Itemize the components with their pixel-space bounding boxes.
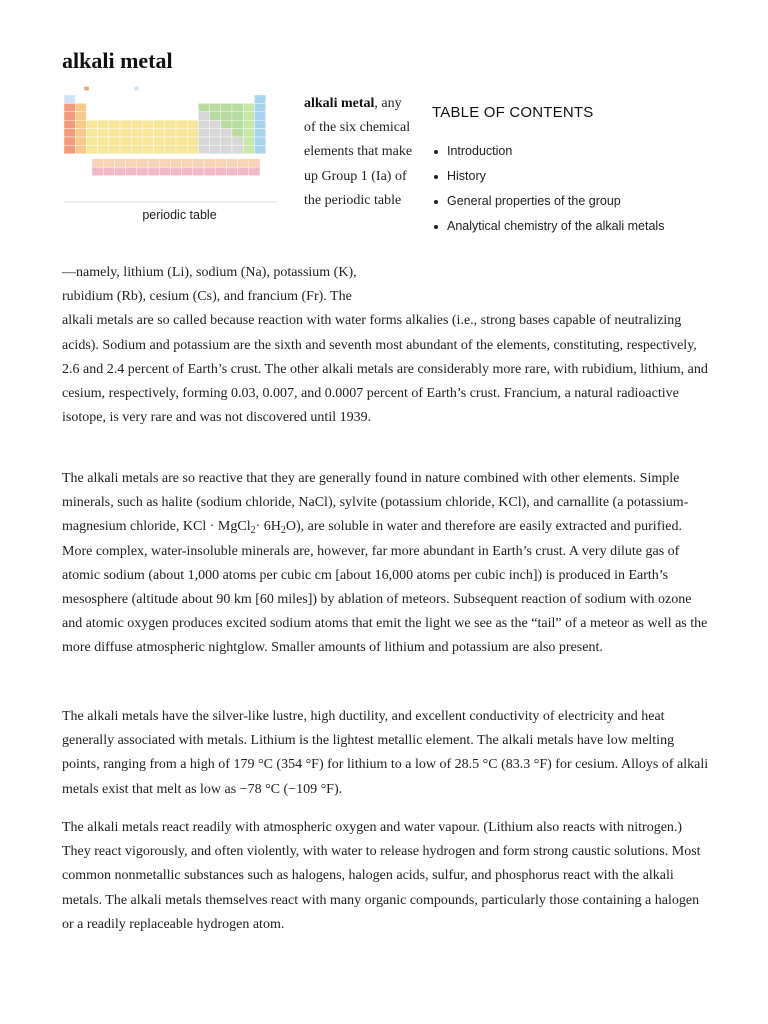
pt-cell: [198, 145, 209, 153]
pt-cell: [187, 137, 198, 145]
pt-fblock-cell: [159, 167, 170, 175]
pt-fblock-cell: [204, 167, 215, 175]
pt-cell: [75, 112, 86, 120]
pt-cell: [221, 137, 232, 145]
toc-item-history[interactable]: History: [432, 168, 712, 185]
pt-fblock-cell: [238, 167, 249, 175]
pt-cell: [232, 103, 243, 111]
pt-cell: [165, 120, 176, 128]
pt-cell: [142, 145, 153, 153]
pt-cell: [120, 129, 131, 137]
pt-cell: [210, 120, 221, 128]
pt-cell: [131, 120, 142, 128]
pt-cell: [98, 137, 109, 145]
pt-fblock-cell: [215, 167, 226, 175]
pt-cell: [98, 145, 109, 153]
pt-cell: [210, 137, 221, 145]
pt-cell: [75, 103, 86, 111]
periodic-table-image: [62, 85, 279, 205]
pt-fblock-cell: [114, 159, 125, 167]
p2-text-a: The alkali metals are so reactive that they are generally found in nature combined with other elements. Simple minerals, such as halite (sodium chloride, NaCl), sylvite (potassium chloride, KCl), and carnallite (a potassium-magnesium chloride, KCl · MgCl: [62, 471, 689, 535]
pt-cell: [232, 112, 243, 120]
pt-cell: [198, 112, 209, 120]
pt-cell: [75, 137, 86, 145]
pt-cell: [64, 112, 75, 120]
pt-cell: [232, 137, 243, 145]
intro-line-1: —namely, lithium (Li), sodium (Na), potassium (K),: [62, 265, 357, 280]
pt-cell: [86, 120, 97, 128]
pt-cell: [210, 129, 221, 137]
pt-cell: [64, 145, 75, 153]
pt-cell: [221, 120, 232, 128]
pt-cell: [131, 137, 142, 145]
pt-cell: [109, 129, 120, 137]
pt-fblock-cell: [193, 167, 204, 175]
pt-cell: [221, 145, 232, 153]
pt-cell: [154, 129, 165, 137]
pt-cell: [243, 120, 254, 128]
pt-cell: [221, 103, 232, 111]
article-title: alkali metal: [62, 48, 173, 73]
pt-cell: [243, 112, 254, 120]
pt-fblock-cell: [126, 167, 137, 175]
p2-text-b: · 6H: [255, 519, 281, 535]
pt-cell: [109, 137, 120, 145]
pt-cell: [187, 129, 198, 137]
pt-cell: [154, 120, 165, 128]
p2-text-c: O), are soluble in water and therefore are easily extracted and purified. More complex, water-insoluble minerals are, however, far more abundant in Earth’s crust. A very dilute gas of atomic sodium (about 1,000 atoms per cubic cm [about 16,000 atoms per cubic inch]) is produced in Earth’s mesosphere (altitude about 90 km [60 miles]) by ablation of meteors. Subsequent reaction of sodium with ozone and atomic oxygen produces excited sodium atoms that emit the light we see as the “tail” of a meteor as well as the more diffuse atmospheric nightglow. Smaller amounts of lithium and potassium are also present.: [62, 519, 708, 656]
pt-fblock-cell: [204, 159, 215, 167]
paragraph-reactivity: The alkali metals react readily with atmospheric oxygen and water vapour. (Lithium also reacts with nitrogen.) They react vigorously, and often violently, with water to release hydrogen and form strong caustic solutions. Most common nonmetallic substances such as halogens, halogen acids, sulfur, and phosphorus react with the alkali metals. The alkali metals themselves react with many organic compounds, particularly those containing a halogen or a readily replaceable hydrogen atom.: [62, 820, 701, 932]
pt-cell: [254, 95, 265, 103]
pt-cell: [165, 129, 176, 137]
p2-sub-2: 2: [280, 525, 286, 537]
pt-fblock-cell: [249, 167, 260, 175]
pt-cell: [176, 120, 187, 128]
pt-cell: [131, 145, 142, 153]
pt-cell: [109, 145, 120, 153]
pt-cell: [75, 129, 86, 137]
pt-cell: [176, 129, 187, 137]
pt-cell: [64, 103, 75, 111]
pt-cell: [154, 137, 165, 145]
pt-cell: [243, 103, 254, 111]
pt-fblock-cell: [92, 167, 103, 175]
pt-fblock-cell: [215, 159, 226, 167]
paragraph-occurrence: [62, 467, 710, 661]
pt-fblock-cell: [182, 167, 193, 175]
pt-cell: [210, 145, 221, 153]
pt-cell: [120, 145, 131, 153]
pt-fblock-cell: [170, 167, 181, 175]
paragraph-properties: The alkali metals have the silver-like lustre, high ductility, and excellent conductivity of electricity and heat generally associated with metals. Lithium is the lightest metallic element. The alkali metals have low melting points, ranging from a high of 179 °C (354 °F) for lithium to a low of 28.5 °C (83.3 °F) for cesium. Alloys of alkali metals exist that melt as low as −78 °C (−109 °F).: [62, 709, 709, 797]
pt-fblock-cell: [170, 159, 181, 167]
figure-caption: periodic table: [142, 208, 217, 222]
toc-item-introduction[interactable]: Introduction: [432, 143, 712, 160]
pt-cell: [221, 129, 232, 137]
pt-cell: [142, 129, 153, 137]
pt-cell: [64, 137, 75, 145]
periodic-table-figure[interactable]: [62, 85, 287, 222]
pt-cell: [243, 129, 254, 137]
pt-fblock-cell: [148, 159, 159, 167]
pt-cell: [232, 120, 243, 128]
pt-cell: [187, 120, 198, 128]
pt-fblock-cell: [137, 167, 148, 175]
pt-cell: [210, 112, 221, 120]
intro-narrow-text: , any of the six chemical elements that make up Group 1 (Ia) of the periodic table: [304, 96, 413, 208]
pt-fblock-cell: [193, 159, 204, 167]
pt-cell: [176, 145, 187, 153]
pt-cell: [109, 120, 120, 128]
pt-fblock-cell: [137, 159, 148, 167]
pt-cell: [198, 137, 209, 145]
pt-cell: [86, 137, 97, 145]
pt-cell: [75, 145, 86, 153]
pt-cell: [75, 120, 86, 128]
pt-fblock-cell: [159, 159, 170, 167]
pt-cell: [198, 120, 209, 128]
pt-fblock-cell: [148, 167, 159, 175]
pt-fblock-cell: [182, 159, 193, 167]
intro-rest: alkali metals are so called because reaction with water forms alkalies (i.e., strong bases capable of neutralizing acids). Sodium and potassium are the sixth and seventh most abundant of the elements, constituting, respectively, 2.6 and 2.4 percent of Earth’s crust. The other alkali metals are considerably more rare, with rubidium, lithium, and cesium, respectively, forming 0.03, 0.007, and 0.0007 percent of Earth’s crust. Francium, a natural radioactive isotope, is very rare and was not discovered until 1939.: [62, 313, 708, 426]
pt-cell: [198, 103, 209, 111]
pt-cell: [64, 129, 75, 137]
pt-legend-swatch: [84, 87, 89, 91]
pt-cell: [254, 137, 265, 145]
pt-cell: [254, 145, 265, 153]
table-of-contents: [432, 104, 712, 243]
pt-cell: [86, 129, 97, 137]
pt-cell: [142, 120, 153, 128]
pt-fblock-cell: [92, 159, 103, 167]
pt-cell: [98, 129, 109, 137]
pt-cell: [254, 112, 265, 120]
pt-cell: [64, 95, 75, 103]
pt-cell: [98, 120, 109, 128]
p2-sub-1: 2: [250, 525, 256, 537]
intro-narrow: [304, 92, 414, 213]
pt-cell: [221, 112, 232, 120]
pt-cell: [232, 129, 243, 137]
pt-cell: [210, 103, 221, 111]
pt-cell: [86, 145, 97, 153]
pt-cell: [254, 103, 265, 111]
pt-cell: [142, 137, 153, 145]
toc-heading: TABLE OF CONTENTS: [432, 104, 594, 121]
pt-cell: [165, 145, 176, 153]
toc-list: [432, 143, 712, 235]
pt-fblock-cell: [249, 159, 260, 167]
intro-line-2: rubidium (Rb), cesium (Cs), and francium (Fr). The: [62, 289, 352, 305]
pt-cell: [243, 137, 254, 145]
pt-cell: [187, 145, 198, 153]
pt-cell: [254, 120, 265, 128]
pt-fblock-cell: [226, 159, 237, 167]
pt-fblock-cell: [126, 159, 137, 167]
pt-cell: [254, 129, 265, 137]
toc-item-general-properties[interactable]: General properties of the group: [432, 193, 712, 210]
pt-cell: [198, 129, 209, 137]
pt-cell: [154, 145, 165, 153]
pt-fblock-cell: [226, 167, 237, 175]
pt-cell: [243, 145, 254, 153]
pt-cell: [131, 129, 142, 137]
toc-item-analytical-chemistry[interactable]: Analytical chemistry of the alkali metals: [432, 218, 687, 235]
pt-cell: [232, 145, 243, 153]
pt-fblock-cell: [103, 167, 114, 175]
intro-lead: alkali metal: [304, 96, 375, 111]
pt-fblock-cell: [114, 167, 125, 175]
intro-continued: [62, 261, 710, 430]
pt-fblock-cell: [238, 159, 249, 167]
pt-cell: [120, 137, 131, 145]
pt-cell: [64, 120, 75, 128]
pt-cell: [165, 137, 176, 145]
pt-cell: [176, 137, 187, 145]
pt-legend-swatch: [134, 87, 139, 91]
pt-cell: [120, 120, 131, 128]
pt-fblock-cell: [103, 159, 114, 167]
